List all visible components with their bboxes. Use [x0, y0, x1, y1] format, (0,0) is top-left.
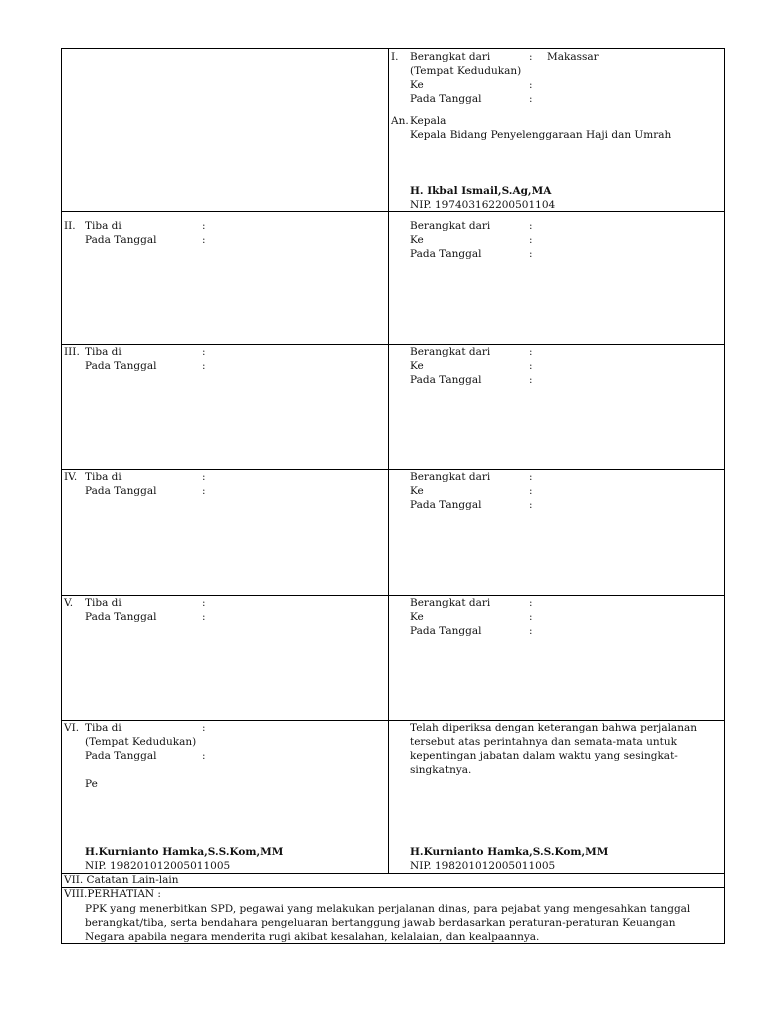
catatan-label: VII. Catatan Lain-lain	[64, 874, 179, 886]
section-3-left	[61, 344, 388, 469]
colon: :	[529, 485, 533, 497]
colon: :	[529, 499, 533, 511]
tiba-label: Tiba di	[85, 220, 122, 232]
colon: :	[529, 346, 533, 358]
perhatian-label: VIII.PERHATIAN :	[64, 888, 161, 900]
colon: :	[529, 625, 533, 637]
berangkat-label: Berangkat dari	[410, 471, 491, 483]
tanggal-label: Pada Tanggal	[410, 93, 482, 105]
tiba-label: Tiba di	[85, 471, 122, 483]
section-2-right	[388, 211, 725, 344]
pe-label: Pe	[85, 778, 98, 790]
colon: :	[529, 220, 533, 232]
tanggal-label: Pada Tanggal	[410, 374, 482, 386]
colon: :	[202, 220, 206, 232]
signer-nip: NIP. 197403162200501104	[410, 199, 556, 211]
tanggal-label: Pada Tanggal	[85, 234, 157, 246]
ke-label: Ke	[410, 360, 424, 372]
tanggal-label: Pada Tanggal	[85, 360, 157, 372]
section-4-left	[61, 469, 388, 595]
section-number: VI.	[64, 722, 80, 734]
berangkat-label: Berangkat dari	[410, 597, 491, 609]
tiba-label: Tiba di	[85, 346, 122, 358]
berangkat-label: Berangkat dari	[410, 51, 491, 63]
berangkat-label: Berangkat dari	[410, 220, 491, 232]
colon: :	[529, 611, 533, 623]
berangkat-value: Makassar	[547, 51, 599, 63]
colon: :	[529, 597, 533, 609]
perhatian-text: PPK yang menerbitkan SPD, pegawai yang melakukan perjalanan dinas, para pejabat yang mengesahkan tanggal berangkat/tiba, serta bendahara pengeluaran bertanggung jawab berdasarkan peraturan-peraturan Keuangan Negara apabila negara menderita rugi akibat kesalahan, kelalaian, dan kealpaannya.	[85, 903, 691, 943]
berangkat-label: Berangkat dari	[410, 346, 491, 358]
an-label: An.	[391, 115, 409, 127]
colon: :	[202, 234, 206, 246]
right-signer-nip: NIP. 198201012005011005	[410, 860, 556, 872]
section-number: I.	[391, 51, 399, 63]
colon: :	[529, 360, 533, 372]
ke-label: Ke	[410, 79, 424, 91]
colon: :	[529, 374, 533, 386]
colon: :	[202, 611, 206, 623]
section-number: III.	[64, 346, 80, 358]
colon: :	[202, 722, 206, 734]
section-2-left	[61, 211, 388, 344]
ke-label: Ke	[410, 234, 424, 246]
tanggal-label: Pada Tanggal	[410, 625, 482, 637]
signer-name: H. Ikbal Ismail,S.Ag,MA	[410, 185, 552, 197]
tiba-label: Tiba di	[85, 722, 122, 734]
section-number: IV.	[64, 471, 78, 483]
colon: :	[202, 346, 206, 358]
section-1-right	[388, 48, 725, 211]
tanggal-label: Pada Tanggal	[410, 499, 482, 511]
colon: :	[202, 750, 206, 762]
colon: :	[529, 248, 533, 260]
section-1-left	[61, 48, 388, 211]
ke-label: Ke	[410, 611, 424, 623]
tanggal-label: Pada Tanggal	[410, 248, 482, 260]
section-8	[61, 887, 725, 944]
colon: :	[529, 471, 533, 483]
tempat-kedudukan-label: (Tempat Kedudukan)	[410, 65, 522, 77]
tanggal-label: Pada Tanggal	[85, 750, 157, 762]
colon: :	[202, 485, 206, 497]
jabatan-label: Kepala Bidang Penyelenggaraan Haji dan Umrah	[410, 129, 672, 141]
tanggal-label: Pada Tanggal	[85, 485, 157, 497]
colon: :	[529, 51, 533, 63]
section-6-left	[61, 720, 388, 873]
colon: :	[529, 79, 533, 91]
section-6-right	[388, 720, 725, 873]
section-3-right	[388, 344, 725, 469]
left-signer-nip: NIP. 198201012005011005	[85, 860, 231, 872]
ke-label: Ke	[410, 485, 424, 497]
colon: :	[202, 597, 206, 609]
spd-form	[61, 48, 725, 944]
section-5-left	[61, 595, 388, 720]
tiba-label: Tiba di	[85, 597, 122, 609]
colon: :	[202, 360, 206, 372]
section-number: II.	[64, 220, 76, 232]
section-7	[61, 873, 725, 887]
colon: :	[529, 234, 533, 246]
colon: :	[202, 471, 206, 483]
left-signer-name: H.Kurnianto Hamka,S.S.Kom,MM	[85, 846, 284, 858]
kepala-label: Kepala	[410, 115, 447, 127]
section-number: V.	[64, 597, 74, 609]
section-4-right	[388, 469, 725, 595]
section-5-right	[388, 595, 725, 720]
tanggal-label: Pada Tanggal	[85, 611, 157, 623]
right-signer-name: H.Kurnianto Hamka,S.S.Kom,MM	[410, 846, 609, 858]
tempat-kedudukan-label: (Tempat Kedudukan)	[85, 736, 197, 748]
verification-text: Telah diperiksa dengan keterangan bahwa perjalanan tersebut atas perintahnya dan semata-mata untuk kepentingan jabatan dalam waktu yang sesingkat-singkatnya.	[410, 722, 697, 776]
colon: :	[529, 93, 533, 105]
